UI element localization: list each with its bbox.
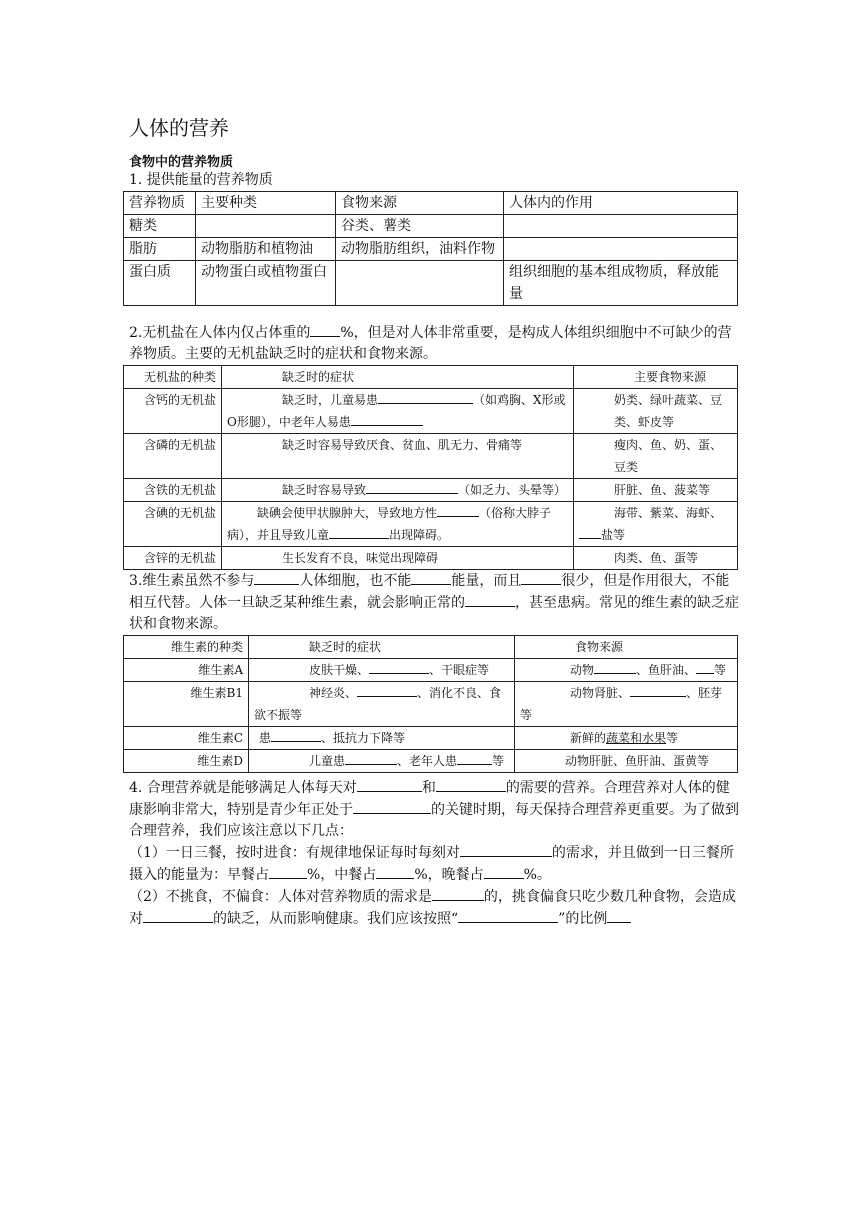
blank-line — [696, 659, 714, 674]
table-row — [124, 261, 738, 306]
table-header-cell: 营养物质 — [124, 192, 196, 215]
table-cell: 奶类、绿叶蔬菜、豆类、虾皮等 — [574, 389, 738, 434]
blank-line — [579, 524, 601, 539]
blank-line — [457, 750, 492, 765]
blank-line — [594, 659, 636, 674]
blank-line — [378, 389, 473, 404]
vitamins-table — [123, 635, 738, 773]
blank-line — [411, 570, 451, 585]
table-cell — [196, 215, 336, 238]
table-header-cell: 缺乏时的症状 — [222, 366, 574, 389]
blank-line — [436, 777, 506, 792]
document-page — [123, 112, 743, 930]
blank-line — [376, 864, 414, 879]
table-header-cell: 食物来源 — [336, 192, 504, 215]
table-cell: 维生素A — [124, 659, 249, 682]
table-cell: 动物脂肪组织，油料作物 — [336, 238, 504, 261]
table-cell: 动物 、鱼肝油、 等 — [515, 659, 738, 682]
blank-line — [271, 727, 321, 742]
paragraph-4-item-2: （2）不挑食，不偏食：人体对营养物质的需求是 的，挑食偏食只吃少数几种食物，会造成对 的缺乏，从而影响健康。我们应该按照“ ”的比例 — [129, 886, 743, 930]
table-cell — [336, 261, 504, 306]
table-cell: 海带、紫菜、海虾、盐等 — [574, 502, 738, 547]
table-cell: 皮肤干燥、 、干眼症等 — [249, 659, 515, 682]
table-header-cell: 缺乏时的症状 — [249, 636, 515, 659]
blank-line — [310, 322, 340, 337]
table-cell — [504, 238, 738, 261]
table-cell: 维生素D — [124, 750, 249, 773]
blank-line — [345, 750, 397, 765]
table-row — [124, 750, 738, 773]
blank-line — [254, 570, 299, 585]
table-row — [124, 547, 738, 570]
table-cell: 缺乏时容易导致厌食、贫血、肌无力、骨痛等 — [222, 434, 574, 479]
table-header-cell: 主要种类 — [196, 192, 336, 215]
blank-line — [369, 659, 429, 674]
table-row — [124, 238, 738, 261]
table-cell: 肉类、鱼、蛋等 — [574, 547, 738, 570]
blank-line — [521, 570, 561, 585]
table-cell: 脂肪 — [124, 238, 196, 261]
table-header-cell: 人体内的作用 — [504, 192, 738, 215]
table-cell: 神经炎、 、消化不良、食欲不振等 — [249, 682, 515, 727]
blank-line — [329, 524, 389, 539]
table-cell: 缺乏时，儿童易患 （如鸡胸、X形或O形腿），中老年人易患 — [222, 389, 574, 434]
blank-line — [366, 479, 458, 494]
table-header-cell: 维生素的种类 — [124, 636, 249, 659]
paragraph-4-item-1: （1）一日三餐，按时进食：有规律地保证每时每刻对 的需求，并且做到一日三餐所摄入的能量为：早餐占 %，中餐占 %，晚餐占 %。 — [129, 842, 743, 886]
table-cell: 蛋白质 — [124, 261, 196, 306]
table-cell: 生长发育不良，味觉出现障碍 — [222, 547, 574, 570]
table-row — [124, 479, 738, 502]
table-cell: 动物脂肪和植物油 — [196, 238, 336, 261]
table-header-row — [124, 636, 738, 659]
table-cell: 新鲜的蔬菜和水果等 — [515, 727, 738, 750]
table-header-cell: 食物来源 — [515, 636, 738, 659]
table-cell: 糖类 — [124, 215, 196, 238]
table-cell: 含磷的无机盐 — [124, 434, 222, 479]
blank-line — [269, 864, 307, 879]
table-cell: 谷类、薯类 — [336, 215, 504, 238]
paragraph-3: 3.维生素虽然不参与 人体细胞，也不能 能量，而且 很少，但是作用很大，不能相互代替。人体一旦缺乏某种维生素，就会影响正常的 ，甚至患病。常见的维生素的缺乏症状和食物来源。 — [129, 570, 743, 635]
table-header-row — [124, 192, 738, 215]
blank-line — [484, 864, 524, 879]
blank-line — [465, 592, 515, 607]
blank-line — [630, 682, 686, 697]
table-cell: 动物肾脏、 、胚芽等 — [515, 682, 738, 727]
table-row — [124, 434, 738, 479]
table-cell: 维生素C — [124, 727, 249, 750]
table-cell: 含钙的无机盐 — [124, 389, 222, 434]
blank-line — [357, 777, 422, 792]
table-cell: 组织细胞的基本组成物质，释放能量 — [504, 261, 738, 306]
paragraph-1-heading: 1. 提供能量的营养物质 — [129, 172, 273, 188]
table-row — [124, 502, 738, 547]
table-cell — [504, 215, 738, 238]
table-cell: 患 、抵抗力下降等 — [249, 727, 515, 750]
blank-line — [353, 799, 431, 814]
energy-nutrients-table — [123, 191, 738, 306]
section-heading: 食物中的营养物质 — [129, 155, 234, 170]
page-title: 人体的营养 — [129, 116, 229, 140]
table-row — [124, 659, 738, 682]
paragraph-4: 4. 合理营养就是能够满足人体每天对 和 的需要的营养。合理营养对人体的健康影响非常大，特别是青少年正处于 的关键时期，每天保持合理营养更重要。为了做到合理营养，我们应该注意以下几点： — [129, 777, 743, 842]
table-cell: 维生素B1 — [124, 682, 249, 727]
blank-line — [458, 908, 558, 923]
blank-line — [357, 682, 417, 697]
table-cell: 缺乏时容易导致 （如乏力、头晕等） — [222, 479, 574, 502]
table-cell: 含铁的无机盐 — [124, 479, 222, 502]
table-row — [124, 215, 738, 238]
table-header-row — [124, 366, 738, 389]
blank-line — [437, 502, 479, 517]
table-row — [124, 682, 738, 727]
table-header-cell: 无机盐的种类 — [124, 366, 222, 389]
blank-line — [432, 886, 484, 901]
blank-line — [143, 908, 213, 923]
table-cell: 动物肝脏、鱼肝油、蛋黄等 — [515, 750, 738, 773]
paragraph-2: 2.无机盐在人体内仅占体重的 %，但是对人体非常重要，是构成人体组织细胞中不可缺少的营养物质。主要的无机盐缺乏时的症状和食物来源。 — [129, 322, 743, 365]
table-cell: 肝脏、鱼、菠菜等 — [574, 479, 738, 502]
table-row — [124, 389, 738, 434]
table-cell: 瘦肉、鱼、奶、蛋、豆类 — [574, 434, 738, 479]
table-cell: 含碘的无机盐 — [124, 502, 222, 547]
table-cell: 含锌的无机盐 — [124, 547, 222, 570]
blank-line — [351, 411, 423, 426]
blank-line — [607, 908, 631, 923]
table-header-cell: 主要食物来源 — [574, 366, 738, 389]
table-cell: 儿童患 、老年人患 等 — [249, 750, 515, 773]
table-cell: 动物蛋白或植物蛋白 — [196, 261, 336, 306]
table-cell: 缺碘会使甲状腺肿大，导致地方性 （俗称大脖子病），并且导致儿童 出现障碍。 — [222, 502, 574, 547]
blank-line — [460, 842, 552, 857]
mineral-salts-table — [123, 365, 738, 570]
table-row — [124, 727, 738, 750]
